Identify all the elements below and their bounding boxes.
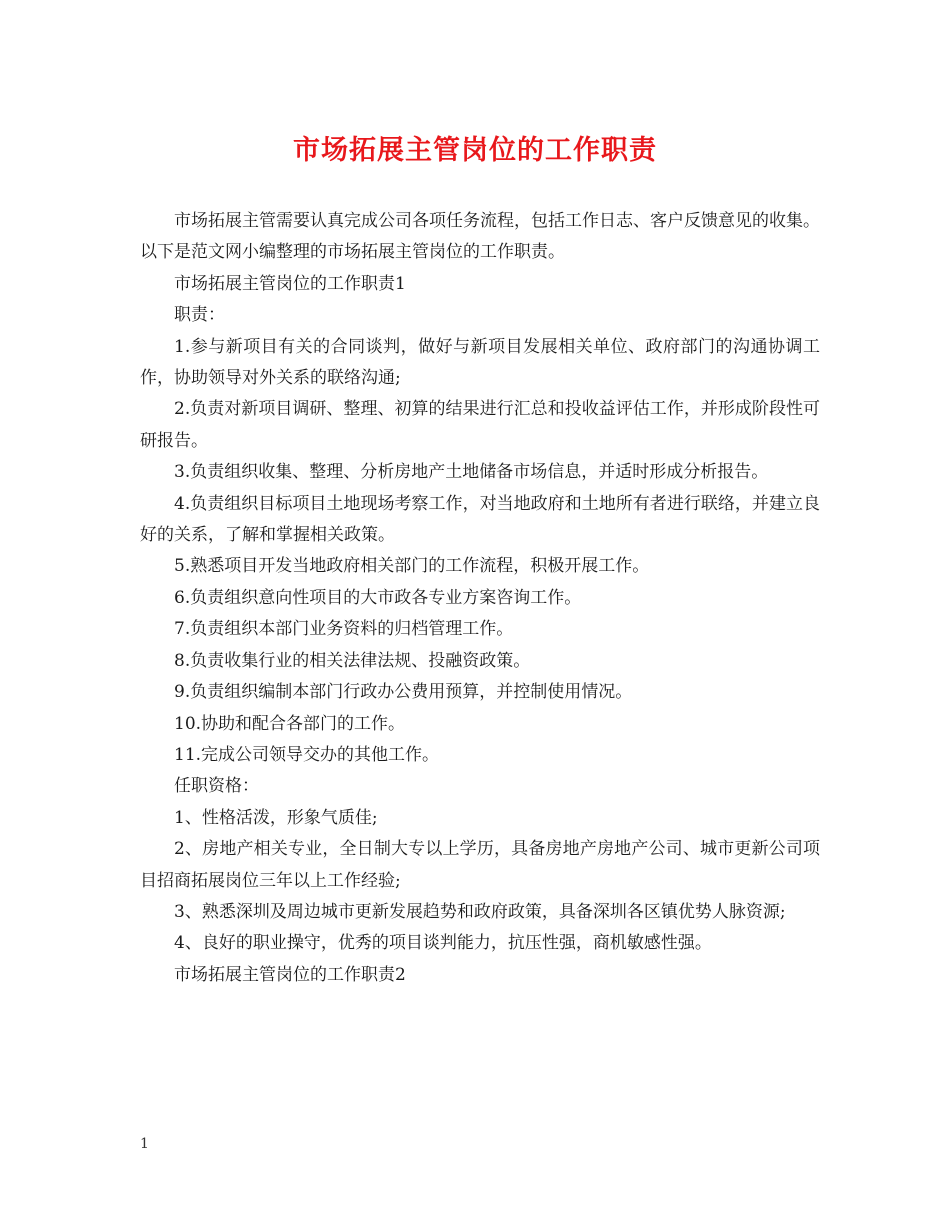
section-heading-1: 市场拓展主管岗位的工作职责1 bbox=[174, 273, 406, 294]
duty-item: 9.负责组织编制本部门行政办公费用预算，并控制使用情况。 bbox=[174, 682, 633, 703]
duty-item: 5.熟悉项目开发当地政府相关部门的工作流程，积极开展工作。 bbox=[174, 556, 650, 577]
document-title: 市场拓展主管岗位的工作职责 bbox=[293, 135, 657, 166]
duty-item: 3.负责组织收集、整理、分析房地产土地储备市场信息，并适时形成分析报告。 bbox=[174, 462, 769, 483]
duties-label: 职责： bbox=[174, 305, 225, 326]
duty-item: 1.参与新项目有关的合同谈判，做好与新项目发展相关单位、政府部门的沟通协调工作，协助领导对外关系的联络沟通; bbox=[140, 336, 820, 389]
qualification-item: 3、熟悉深圳及周边城市更新发展趋势和政府政策，具备深圳各区镇优势人脉资源; bbox=[174, 901, 786, 922]
document-body bbox=[140, 206, 820, 991]
duty-item: 10.协助和配合各部门的工作。 bbox=[174, 713, 406, 734]
duty-item: 2.负责对新项目调研、整理、初算的结果进行汇总和投收益评估工作，并形成阶段性可研报告。 bbox=[140, 399, 820, 451]
section-heading-2: 市场拓展主管岗位的工作职责2 bbox=[174, 964, 406, 985]
duty-item: 8.负责收集行业的相关法律法规、投融资政策。 bbox=[174, 650, 531, 671]
duty-item: 4.负责组织目标项目土地现场考察工作，对当地政府和土地所有者进行联络，并建立良好的关系，了解和掌握相关政策。 bbox=[140, 493, 820, 546]
duty-item: 7.负责组织本部门业务资料的归档管理工作。 bbox=[174, 619, 514, 640]
page-number: 1 bbox=[140, 1136, 149, 1152]
qualification-item: 4、良好的职业操守，优秀的项目谈判能力，抗压性强，商机敏感性强。 bbox=[174, 933, 712, 954]
intro-paragraph: 市场拓展主管需要认真完成公司各项任务流程，包括工作日志、客户反馈意见的收集。以下是范文网小编整理的市场拓展主管岗位的工作职责。 bbox=[140, 211, 820, 263]
qualification-item: 2、房地产相关专业，全日制大专以上学历，具备房地产房地产公司、城市更新公司项目招商拓展岗位三年以上工作经验; bbox=[140, 839, 820, 891]
qualification-item: 1、性格活泼，形象气质佳; bbox=[174, 807, 378, 828]
duty-item: 6.负责组织意向性项目的大市政各专业方案咨询工作。 bbox=[174, 587, 582, 608]
qualifications-label: 任职资格： bbox=[174, 776, 259, 797]
duty-item: 11.完成公司领导交办的其他工作。 bbox=[174, 744, 440, 765]
